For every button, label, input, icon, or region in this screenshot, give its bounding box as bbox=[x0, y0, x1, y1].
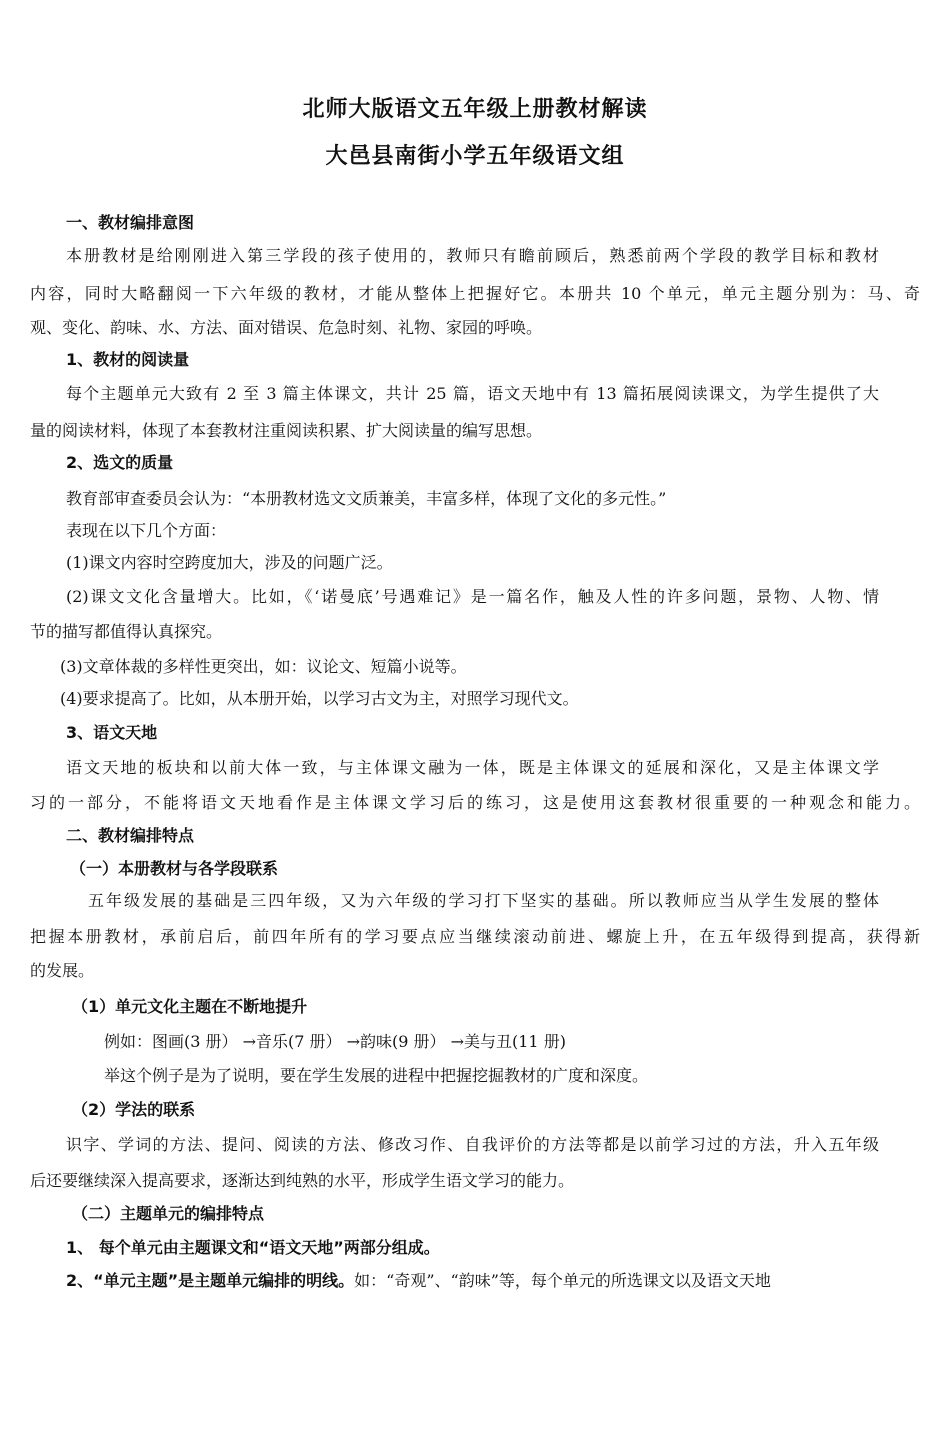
paragraph-line: 把握本册教材，承前启后，前四年所有的学习要点应当继续滚动前进、螺旋上升，在五年级得到提高，获得新 bbox=[30, 927, 920, 946]
paragraph-line: 例如：图画(3 册） →音乐(7 册） →韵味(9 册） →美与丑(11 册) bbox=[104, 1032, 566, 1051]
paragraph-line: 表现在以下几个方面： bbox=[66, 521, 227, 540]
paragraph-line: 举这个例子是为了说明，要在学生发展的进程中把握挖掘教材的广度和深度。 bbox=[104, 1066, 649, 1085]
paragraph-line: 五年级发展的基础是三四年级，又为六年级的学习打下坚实的基础。所以教师应当从学生发展的整体 bbox=[88, 891, 879, 910]
paragraph-line-mixed bbox=[66, 1268, 879, 1294]
section-heading-1: 一、教材编排意图 bbox=[66, 213, 195, 232]
paragraph-line: 识字、学词的方法、提问、阅读的方法、修改习作、自我评价的方法等都是以前学习过的方法，升入五年级 bbox=[66, 1135, 879, 1154]
paragraph-line: 观、变化、韵味、水、方法、面对错误、危急时刻、礼物、家园的呼唤。 bbox=[30, 318, 543, 337]
paragraph-line: 量的阅读材料，体现了本套教材注重阅读积累、扩大阅读量的编写思想。 bbox=[30, 421, 543, 440]
list-item: (4)要求提高了。比如，从本册开始，以学习古文为主，对照学习现代文。 bbox=[60, 689, 579, 708]
section-heading-2: 二、教材编排特点 bbox=[66, 826, 195, 845]
inline-bold-lead: 2、“单元主题”是主题单元编排的明线。 bbox=[66, 1271, 355, 1290]
paragraph-line: 的发展。 bbox=[30, 961, 95, 980]
list-item: (2)课文文化含量增大。比如，《‘诺曼底’号遇难记》是一篇名作，触及人性的许多问题，景物、人物、情 bbox=[66, 587, 879, 606]
document-subtitle: 大邑县南街小学五年级语文组 bbox=[325, 144, 625, 169]
paragraph-line: 节的描写都值得认真探究。 bbox=[30, 622, 223, 641]
paragraph-line: 习的一部分，不能将语文天地看作是主体课文学习后的练习，这是使用这套教材很重要的一种观念和能力。 bbox=[30, 793, 920, 812]
subheading: （1）单元文化主题在不断地提升 bbox=[72, 997, 308, 1016]
paragraph-line: 本册教材是给刚刚进入第三学段的孩子使用的，教师只有瞻前顾后，熟悉前两个学段的教学目标和教材 bbox=[66, 246, 879, 265]
document-title: 北师大版语文五年级上册教材解读 bbox=[302, 97, 648, 122]
subheading: 3、语文天地 bbox=[66, 723, 158, 742]
subheading: 1、 每个单元由主题课文和“语文天地”两部分组成。 bbox=[66, 1238, 440, 1257]
paragraph-line: 后还要继续深入提高要求，逐渐达到纯熟的水平，形成学生语文学习的能力。 bbox=[30, 1171, 575, 1190]
paragraph-line: 每个主题单元大致有 2 至 3 篇主体课文，共计 25 篇，语文天地中有 13 篇拓展阅读课文，为学生提供了大 bbox=[66, 384, 879, 403]
subheading: 1、教材的阅读量 bbox=[66, 350, 190, 369]
subheading: （二）主题单元的编排特点 bbox=[72, 1204, 265, 1223]
subheading: 2、选文的质量 bbox=[66, 453, 174, 472]
paragraph-line: 语文天地的板块和以前大体一致，与主体课文融为一体，既是主体课文的延展和深化，又是主体课文学 bbox=[66, 758, 879, 777]
inline-text: 如：“奇观”、“韵味”等，每个单元的所选课文以及语文天地 bbox=[354, 1271, 771, 1290]
subheading: （2）学法的联系 bbox=[72, 1100, 196, 1119]
list-item: (3)文章体裁的多样性更突出，如：议论文、短篇小说等。 bbox=[60, 657, 467, 676]
subheading: （一）本册教材与各学段联系 bbox=[70, 859, 279, 878]
paragraph-line: 教育部审查委员会认为：“本册教材选文文质兼美，丰富多样，体现了文化的多元性。” bbox=[66, 489, 667, 508]
list-item: (1)课文内容时空跨度加大，涉及的问题广泛。 bbox=[66, 553, 393, 572]
paragraph-line: 内容，同时大略翻阅一下六年级的教材，才能从整体上把握好它。本册共 10 个单元，单元主题分别为：马、奇 bbox=[30, 284, 920, 303]
